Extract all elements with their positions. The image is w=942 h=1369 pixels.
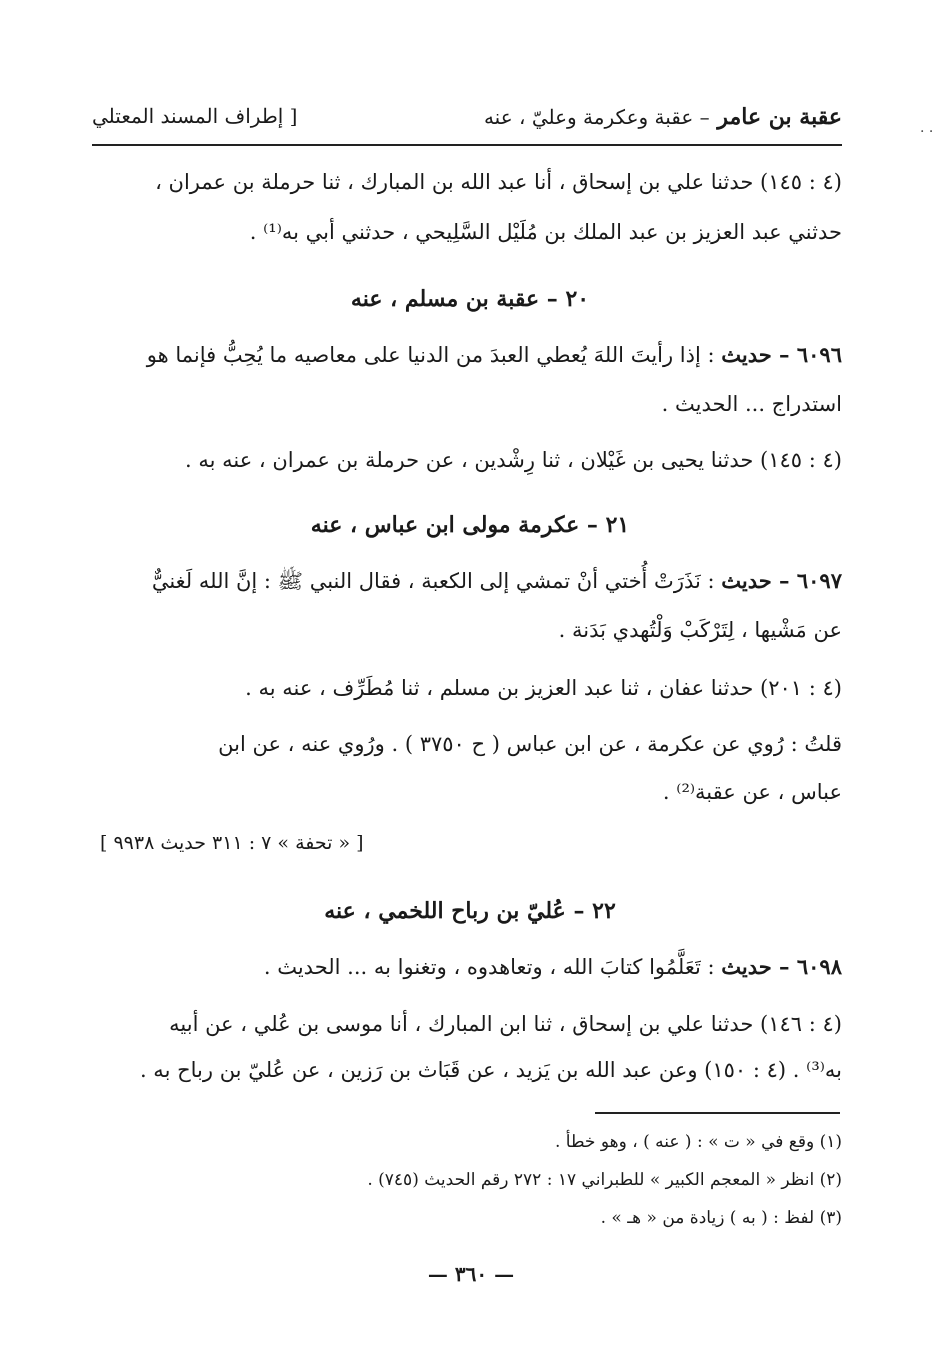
running-header-book: [ إطراف المسند المعتلي (92, 104, 298, 128)
section-heading-22: ٢٢ – عُليّ بن رباح اللخمي ، عنه (324, 898, 616, 924)
text-line: (٤ : ١٤٦) حدثنا علي بن إسحاق ، ثنا ابن المبارك ، أنا موسى بن عُلي ، عن أبيه (169, 1012, 842, 1036)
text-line: (٤ : ٢٠١) حدثنا عفان ، ثنا عبد العزيز بن مسلم ، ثنا مُطَرِّف ، عنه به . (245, 676, 842, 700)
hadith-number: ٦٠٩٨ – حديث (721, 954, 842, 979)
text-line: قلتُ : رُوي عن عكرمة ، عن ابن عباس ( ح ٣٧٥٠ ) . ورُوي عنه ، عن ابن (218, 732, 842, 756)
footnote-2: (٢) انظر « المعجم الكبير » للطبراني ١٧ : ٢٧٢ رقم الحديث (٧٤٥) . (367, 1170, 842, 1190)
hadith-6097 (152, 568, 842, 599)
header-rule (92, 144, 842, 146)
scan-mark: · · (920, 124, 934, 140)
running-header-title (484, 104, 842, 130)
text-line: حدثني عبد العزيز بن عبد الملك بن مُلَيْل السَّلِيحي ، حدثني أبي به⁽¹⁾ . (249, 220, 842, 244)
hadith-text: : إذا رأيتَ اللهَ يُعطي العبدَ من الدنيا على معاصيه ما يُحِبُّ فإنما هو (146, 343, 715, 367)
text-line: (٤ : ١٤٥) حدثنا يحيى بن غَيْلان ، ثنا رِشْدين ، عن حرملة بن عمران ، عنه به . (185, 448, 842, 472)
tuhfa-reference: [ « تحفة » ٧ : ٣١١ حديث ٩٩٣٨ ] (100, 832, 364, 854)
text-line: عن مَشْيها ، لِتَرْكَبْ وَلْتُهدي بَدَنة . (558, 618, 842, 642)
text-line: به⁽³⁾ . (٤ : ١٥٠) وعن عبد الله بن يَزيد ، عن قَبَاث بن رَزين ، عن عُليّ بن رباح به . (139, 1058, 842, 1082)
header-subtitle: – عقبة وعكرمة وعليّ ، عنه (483, 105, 710, 129)
text-line: استدراج ... الحديث . (661, 392, 842, 416)
hadith-text: : تَعَلَّمُوا كتابَ الله ، وتعاهدوه ، وتغنوا به ... الحديث . (263, 955, 715, 979)
hadith-number: ٦٠٩٦ – حديث (721, 342, 842, 367)
footnote-rule (595, 1112, 840, 1114)
page-number: — ٣٦٠ — (427, 1262, 515, 1286)
footnote-3: (٣) لفظ : ( به ) زيادة من « هـ » . (600, 1208, 842, 1228)
section-heading-21: ٢١ – عكرمة مولى ابن عباس ، عنه (310, 512, 630, 538)
section-heading-20: ٢٠ – عقبة بن مسلم ، عنه (350, 286, 590, 312)
hadith-6096 (147, 342, 842, 367)
header-name: عقبة بن عامر (717, 104, 842, 130)
hadith-text: : نَذَرَتْ أُختي أنْ تمشي إلى الكعبة ، فقال النبي ﷺ : إنَّ الله لَغنيٌّ (151, 569, 715, 593)
hadith-6098 (264, 954, 842, 979)
footnote-1: (١) وقع في « ت » : ( عنه ) ، وهو خطأ . (554, 1132, 842, 1152)
text-line: عباس ، عن عقبة⁽²⁾ . (662, 780, 842, 804)
hadith-number: ٦٠٩٧ – حديث (721, 568, 842, 593)
text-line: (٤ : ١٤٥) حدثنا علي بن إسحاق ، أنا عبد الله بن المبارك ، ثنا حرملة بن عمران ، (155, 170, 842, 194)
